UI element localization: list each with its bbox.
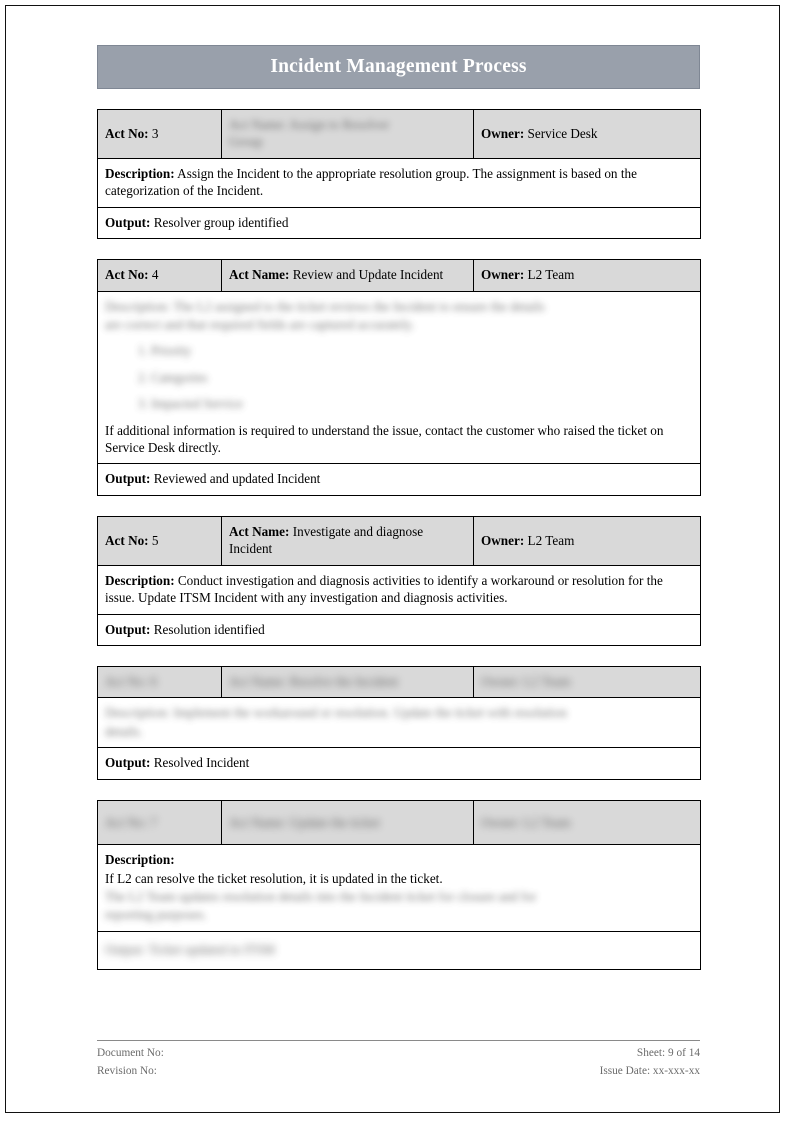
table-row <box>98 565 701 614</box>
act-name-redacted: Act Name: Update the ticket <box>229 814 380 830</box>
output-cell <box>98 748 701 779</box>
act-no-cell <box>98 260 222 291</box>
description-redacted-line-1: The L2 Team updates resolution details into the Incident ticket for closure and for <box>105 888 537 904</box>
owner-cell-redacted <box>474 667 701 698</box>
description-cell <box>98 158 701 207</box>
list-item: 2. Categories <box>151 369 693 386</box>
owner-cell-redacted <box>474 800 701 844</box>
act-name-value: Review and Update Incident <box>292 267 444 283</box>
output-redacted: Output: Ticket updated in ITSM <box>105 941 275 957</box>
act-name-redacted: Act Name: Resolve the Incident <box>229 674 399 690</box>
table-row <box>98 845 701 932</box>
table-row <box>98 748 701 779</box>
table-row <box>98 667 701 698</box>
description-redacted-line-2: are correct and that required fields are captured accurately. <box>105 316 415 332</box>
act-name-cell-redacted <box>222 667 474 698</box>
act-name-label: Act Name: <box>229 523 290 539</box>
act-name-cell-redacted <box>222 800 474 844</box>
owner-cell <box>474 516 701 565</box>
description-cell <box>98 845 701 932</box>
act-no-label: Act No: <box>105 532 149 548</box>
list-item: 3. Impacted Service <box>151 395 693 412</box>
act-no-cell <box>98 516 222 565</box>
description-cell-redacted <box>98 698 701 748</box>
table-row <box>98 698 701 748</box>
description-redacted-line-1: Description: The L2 assigned to the ticket reviews the Incident to ensure the details <box>105 298 545 314</box>
owner-value: Service Desk <box>527 125 598 141</box>
description-redacted-line-2: details. <box>105 723 143 739</box>
description-cell <box>98 565 701 614</box>
act-name-redacted-line-2: Group <box>229 134 263 150</box>
description-value: Conduct investigation and diagnosis activities to identify a workaround or resolution for the issue. Update ITSM Incident with any investigation and diagnosis activities. <box>105 572 663 606</box>
act-name-value: Investigate and diagnose Incident <box>229 523 424 557</box>
table-row <box>98 516 701 565</box>
owner-label: Owner: <box>481 532 525 548</box>
page-footer <box>97 1040 700 1080</box>
description-value: Assign the Incident to the appropriate resolution group. The assignment is based on the categorization of the Incident. <box>105 165 637 199</box>
table-row <box>98 158 701 207</box>
document-page <box>5 5 780 1113</box>
activity-table-7 <box>97 800 701 971</box>
owner-value: L2 Team <box>527 532 575 548</box>
output-value: Resolution identified <box>153 621 265 637</box>
owner-label: Owner: <box>481 125 525 141</box>
description-visible-line: If L2 can resolve the ticket resolution, it is updated in the ticket. <box>105 870 443 886</box>
footer-revision-no: Revision No: <box>97 1064 157 1077</box>
output-value: Resolved Incident <box>153 755 250 771</box>
description-redacted-line-1: Description: Implement the workaround or resolution. Update the ticket with resolution <box>105 705 567 721</box>
owner-value: L2 Team <box>527 267 575 283</box>
act-name-cell <box>222 516 474 565</box>
output-cell <box>98 207 701 238</box>
description-extra-text: If additional information is required to understand the issue, contact the customer who raised the ticket on Service Desk directly. <box>105 422 664 456</box>
act-no-label: Act No: <box>105 125 149 141</box>
table-row <box>98 110 701 159</box>
output-value: Resolver group identified <box>153 214 289 230</box>
table-row <box>98 260 701 291</box>
owner-redacted: Owner: L2 Team <box>481 674 571 690</box>
activity-table-6 <box>97 666 701 780</box>
act-name-cell <box>222 260 474 291</box>
output-cell-redacted <box>98 931 701 969</box>
act-no-cell-redacted <box>98 667 222 698</box>
table-row <box>98 931 701 969</box>
description-cell <box>98 291 701 464</box>
table-row <box>98 614 701 645</box>
output-value: Reviewed and updated Incident <box>153 471 321 487</box>
output-cell <box>98 464 701 495</box>
act-no-cell <box>98 110 222 159</box>
owner-cell <box>474 110 701 159</box>
page-content <box>97 45 700 970</box>
owner-cell <box>474 260 701 291</box>
description-label: Description: <box>105 852 175 868</box>
act-no-cell-redacted <box>98 800 222 844</box>
act-no-label: Act No: <box>105 267 149 283</box>
list-item: 1. Priority <box>151 342 693 359</box>
output-label: Output: <box>105 621 151 637</box>
activity-table-3 <box>97 109 701 239</box>
footer-issue-date: Issue Date: xx-xxx-xx <box>599 1064 700 1077</box>
document-title-banner <box>97 45 700 89</box>
act-name-cell-redacted <box>222 110 474 159</box>
page-title: Incident Management Process <box>270 56 527 77</box>
description-redacted-list <box>105 342 693 412</box>
activity-table-5 <box>97 516 701 646</box>
table-row <box>98 464 701 495</box>
output-label: Output: <box>105 214 151 230</box>
footer-document-no: Document No: <box>97 1047 164 1059</box>
owner-label: Owner: <box>481 267 525 283</box>
output-label: Output: <box>105 471 151 487</box>
output-cell <box>98 614 701 645</box>
act-no-value: 5 <box>151 532 159 548</box>
description-label: Description: <box>105 572 175 588</box>
owner-redacted: Owner: L2 Team <box>481 814 571 830</box>
table-row <box>98 291 701 464</box>
act-name-label: Act Name: <box>229 267 290 283</box>
act-no-value: 3 <box>151 125 159 141</box>
table-row <box>98 207 701 238</box>
act-name-redacted-line-1: Act Name: Assign to Resolver <box>229 117 390 132</box>
footer-sheet-number: Sheet: 9 of 14 <box>636 1047 700 1059</box>
act-no-redacted: Act No: 7 <box>105 814 158 830</box>
description-redacted-line-2: reporting purposes. <box>105 907 207 923</box>
act-no-redacted: Act No: 6 <box>105 674 158 690</box>
act-no-value: 4 <box>151 267 159 283</box>
output-label: Output: <box>105 755 151 771</box>
footer-right <box>600 1045 700 1080</box>
activity-table-4 <box>97 259 701 496</box>
footer-left <box>97 1045 164 1080</box>
description-label: Description: <box>105 165 175 181</box>
table-row <box>98 800 701 844</box>
